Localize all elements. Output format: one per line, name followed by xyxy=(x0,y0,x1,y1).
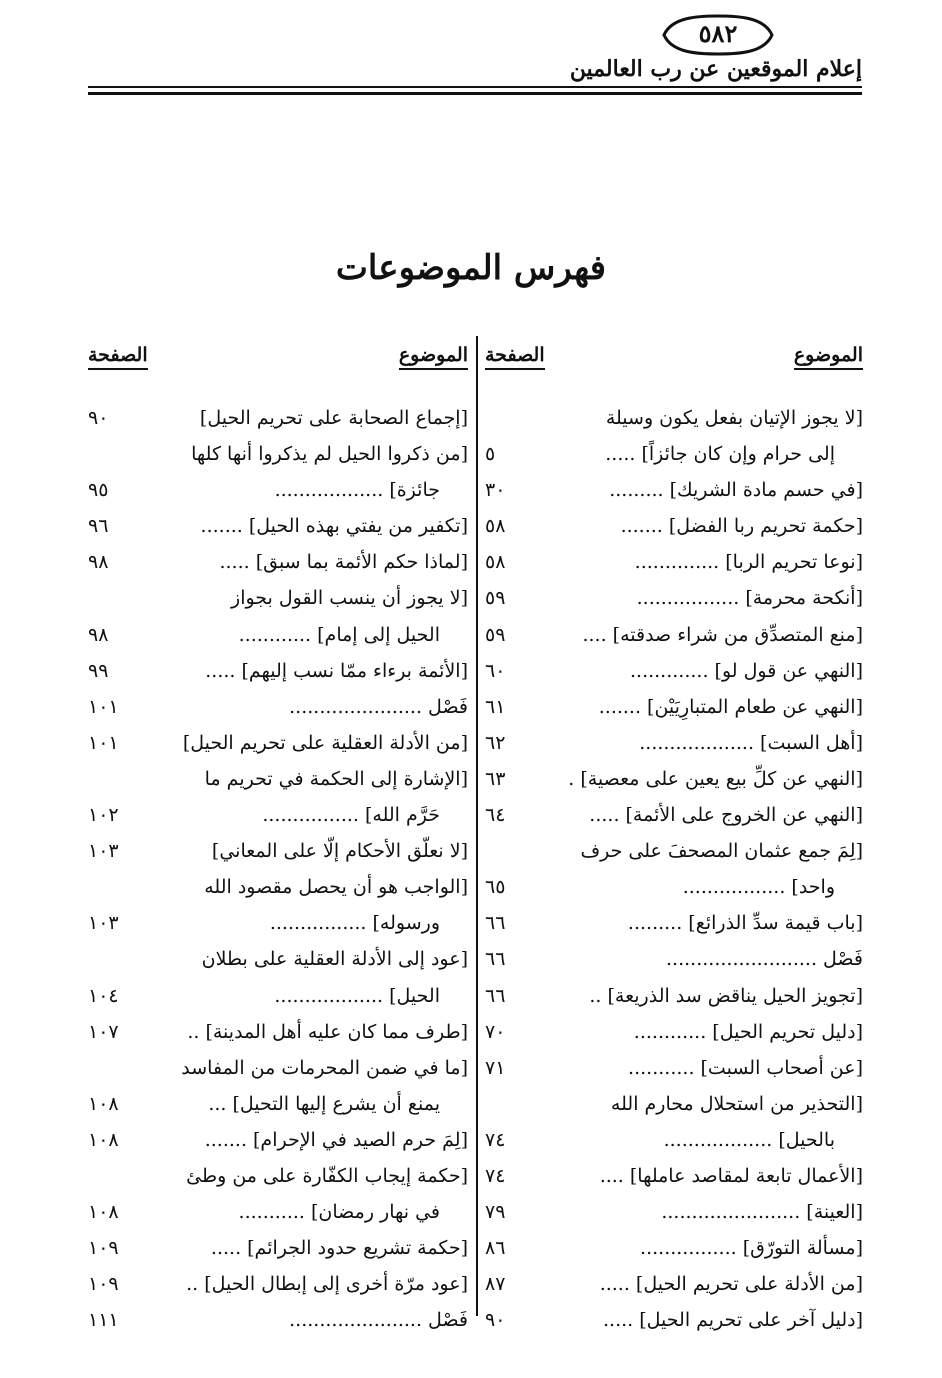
index-entry xyxy=(88,941,468,977)
index-entry xyxy=(88,1158,468,1194)
entry-title: [من ذكروا الحيل لم يذكروا أنها كلها xyxy=(191,443,468,466)
entry-page-number: ٩٥ xyxy=(88,479,109,502)
index-entry xyxy=(88,508,468,544)
entry-title: [حكمة إيجاب الكفّارة على من وطئ xyxy=(186,1164,468,1187)
entry-title: جائزة] .................. xyxy=(274,479,440,502)
entry-title: [الإشارة إلى الحكمة في تحريم ما xyxy=(204,767,468,790)
entry-title: فَصْل ...................... xyxy=(289,695,468,718)
entry-title: [النهي عن قول لو] ............. xyxy=(629,659,863,682)
page-title: فهرس الموضوعات xyxy=(335,248,607,288)
entry-title: [الأعمال تابعة لمقاصد عاملها] .... xyxy=(599,1164,863,1187)
index-entry xyxy=(88,1266,468,1302)
index-entry xyxy=(485,400,863,436)
entry-page-number: ٩٠ xyxy=(485,1309,506,1332)
index-entry xyxy=(88,761,468,797)
entry-title: واحد] ................. xyxy=(682,876,835,899)
entry-page-number: ٧٤ xyxy=(485,1128,506,1151)
entry-title: [عن أصحاب السبت] ........... xyxy=(628,1056,863,1079)
entry-title: الحيل] .................. xyxy=(274,984,440,1007)
entry-page-number: ٦٦ xyxy=(485,948,506,971)
index-entry xyxy=(485,508,863,544)
entry-page-number: ٨٦ xyxy=(485,1237,506,1260)
index-entry xyxy=(88,689,468,725)
index-entry xyxy=(485,653,863,689)
entry-title: [العينة] ....................... xyxy=(661,1201,863,1224)
page-header: الصفحة xyxy=(485,344,545,370)
entry-page-number: ٦٦ xyxy=(485,984,506,1007)
index-entry xyxy=(485,1230,863,1266)
entry-page-number: ٨٧ xyxy=(485,1273,506,1296)
entry-page-number: ١٠٩ xyxy=(88,1237,119,1260)
index-entry xyxy=(88,1122,468,1158)
index-entry xyxy=(485,1266,863,1302)
entry-title: [النهي عن الخروج على الأئمة] ..... xyxy=(589,804,863,827)
entry-title: [لا يجوز الإتيان بفعل يكون وسيلة xyxy=(605,407,863,429)
entry-page-number: ١٠٣ xyxy=(88,840,119,863)
entry-title: إلى حرام وإن كان جائزاً] ..... xyxy=(605,443,835,466)
entry-title: [طرف مما كان عليه أهل المدينة] .. xyxy=(187,1020,468,1043)
entry-page-number: ٥ xyxy=(485,443,496,466)
entry-page-number: ١٠٣ xyxy=(88,912,119,935)
index-entry xyxy=(88,400,468,436)
entry-page-number: ٦٣ xyxy=(485,767,506,790)
entry-page-number: ٩٨ xyxy=(88,551,109,574)
index-entry xyxy=(88,472,468,508)
index-entry xyxy=(485,1086,863,1122)
entry-title: حَرَّم الله] ................ xyxy=(262,804,440,827)
entry-title: [الأئمة برءاء ممّا نسب إليهم] ..... xyxy=(205,659,468,682)
entry-page-number: ٧٠ xyxy=(485,1020,506,1043)
entry-title: [منع المتصدِّق من شراء صدقته] .... xyxy=(582,623,863,646)
entry-page-number: ٦٠ xyxy=(485,659,506,682)
page-header: الصفحة xyxy=(88,344,148,370)
entry-page-number: ٩٨ xyxy=(88,623,109,646)
entry-page-number: ١٠٢ xyxy=(88,804,119,827)
header-rule xyxy=(88,86,862,88)
entry-page-number: ٥٩ xyxy=(485,587,506,610)
entry-title: [تكفير من يفتي بهذه الحيل] ....... xyxy=(200,515,468,538)
entry-page-number: ١٠١ xyxy=(88,695,119,718)
index-entry xyxy=(485,544,863,580)
entry-title: [إجماع الصحابة على تحريم الحيل] xyxy=(199,407,468,429)
index-entry xyxy=(485,580,863,616)
index-entry xyxy=(88,1050,468,1086)
index-entry xyxy=(485,1194,863,1230)
entry-page-number: ٩٩ xyxy=(88,659,109,682)
entry-title: [من الأدلة العقلية على تحريم الحيل] xyxy=(182,731,468,754)
index-entry xyxy=(485,1050,863,1086)
index-entry xyxy=(485,436,863,472)
entry-page-number: ٦٤ xyxy=(485,804,506,827)
index-column-right xyxy=(485,340,863,1330)
entry-title: ورسوله] ................ xyxy=(269,912,440,935)
entry-title: فَصْل ......................... xyxy=(666,948,863,971)
entry-list xyxy=(485,400,863,1338)
topic-header: الموضوع xyxy=(794,344,863,370)
index-entry xyxy=(485,1302,863,1338)
entry-title: بالحيل] .................. xyxy=(663,1128,835,1151)
entry-title: [التحذير من استحلال محارم الله xyxy=(610,1092,863,1115)
page-number-badge xyxy=(658,13,778,57)
entry-page-number: ٦٦ xyxy=(485,912,506,935)
entry-title: [أنكحة محرمة] ................. xyxy=(636,587,863,610)
entry-page-number: ١٠٨ xyxy=(88,1201,119,1224)
topic-header: الموضوع xyxy=(399,344,468,370)
entry-page-number: ٥٩ xyxy=(485,623,506,646)
index-entry xyxy=(485,472,863,508)
index-entry xyxy=(88,905,468,941)
column-header xyxy=(88,340,468,374)
entry-title: [دليل تحريم الحيل] ............ xyxy=(633,1020,863,1043)
entry-title: [نوعا تحريم الربا] .............. xyxy=(634,551,863,574)
index-entry xyxy=(88,617,468,653)
entry-title: [لِمَ جمع عثمان المصحفَ على حرف xyxy=(580,840,863,863)
entry-title: [حكمة تشريع حدود الجرائم] ..... xyxy=(210,1237,468,1260)
index-entry xyxy=(88,833,468,869)
entry-page-number: ٦٢ xyxy=(485,731,506,754)
entry-page-number: ٦٥ xyxy=(485,876,506,899)
index-entry xyxy=(485,1158,863,1194)
index-column-left xyxy=(88,340,468,1330)
index-entry xyxy=(485,1122,863,1158)
entry-page-number: ٦١ xyxy=(485,695,506,718)
entry-title: [لماذا حكم الأئمة بما سبق] ..... xyxy=(219,551,468,574)
entry-page-number: ٧٤ xyxy=(485,1164,506,1187)
index-entry xyxy=(485,941,863,977)
column-divider xyxy=(476,336,478,1316)
index-entry xyxy=(88,1302,468,1338)
column-header xyxy=(485,340,863,374)
entry-page-number: ٧١ xyxy=(485,1056,506,1079)
entry-title: [باب قيمة سدِّ الذرائع] ......... xyxy=(627,912,863,935)
entry-page-number: ٥٨ xyxy=(485,551,506,574)
entry-title: [حكمة تحريم ربا الفضل] ....... xyxy=(620,515,863,538)
entry-title: [دليل آخر على تحريم الحيل] ..... xyxy=(603,1309,863,1332)
entry-title: [الواجب هو أن يحصل مقصود الله xyxy=(204,876,468,899)
entry-title: فَصْل ...................... xyxy=(289,1309,468,1332)
index-entry xyxy=(485,725,863,761)
index-entry xyxy=(88,1194,468,1230)
entry-page-number: ١١١ xyxy=(88,1309,119,1332)
index-entry xyxy=(485,869,863,905)
entry-list xyxy=(88,400,468,1338)
index-entry xyxy=(485,761,863,797)
entry-page-number: ١٠٨ xyxy=(88,1092,119,1115)
entry-page-number: ١٠٨ xyxy=(88,1128,119,1151)
entry-page-number: ١٠٧ xyxy=(88,1020,119,1043)
index-entry xyxy=(485,1014,863,1050)
index-entry xyxy=(485,797,863,833)
header-rule-double xyxy=(88,92,862,95)
index-entry xyxy=(88,653,468,689)
entry-title: [تجويز الحيل يناقض سد الذريعة] .. xyxy=(589,984,863,1007)
index-entry xyxy=(485,978,863,1014)
index-entry xyxy=(485,905,863,941)
entry-title: [لِمَ حرم الصيد في الإحرام] ....... xyxy=(204,1128,468,1151)
entry-page-number: ٥٨ xyxy=(485,515,506,538)
page-number: ٥٨٢ xyxy=(698,19,738,48)
entry-title: [لا يجوز أن ينسب القول بجواز xyxy=(231,587,468,610)
entry-title: [في حسم مادة الشريك] ......... xyxy=(609,479,863,502)
entry-title: [النهي عن طعام المتبارِيَيْن] ....... xyxy=(598,695,863,718)
entry-page-number: ٩٦ xyxy=(88,515,109,538)
entry-title: [عود مرّة أخرى إلى إبطال الحيل] .. xyxy=(186,1273,468,1296)
entry-title: يمنع أن يشرع إليها التحيل] ... xyxy=(208,1092,440,1115)
entry-title: [مسألة التورّق] ................ xyxy=(640,1237,863,1260)
index-entry xyxy=(485,833,863,869)
entry-title: [من الأدلة على تحريم الحيل] ..... xyxy=(599,1273,863,1296)
index-entry xyxy=(88,580,468,616)
entry-page-number: ١٠١ xyxy=(88,731,119,754)
book-title: إعلام الموقعين عن رب العالمين xyxy=(569,56,862,82)
index-entry xyxy=(88,869,468,905)
entry-page-number: ٣٠ xyxy=(485,479,506,502)
entry-page-number: ٩٠ xyxy=(88,407,109,429)
index-entry xyxy=(88,1014,468,1050)
entry-page-number: ٧٩ xyxy=(485,1201,506,1224)
entry-title: [النهي عن كلِّ بيع يعين على معصية] . xyxy=(568,767,863,790)
entry-title: في نهار رمضان] ........... xyxy=(238,1201,440,1224)
entry-title: [عود إلى الأدلة العقلية على بطلان xyxy=(201,948,468,971)
index-entry xyxy=(485,617,863,653)
index-entry xyxy=(88,544,468,580)
index-entry xyxy=(88,1230,468,1266)
entry-page-number: ١٠٩ xyxy=(88,1273,119,1296)
index-entry xyxy=(88,1086,468,1122)
entry-title: [ما في ضمن المحرمات من المفاسد xyxy=(181,1056,468,1079)
index-entry xyxy=(485,689,863,725)
index-entry xyxy=(88,436,468,472)
index-entry xyxy=(88,725,468,761)
entry-title: [أهل السبت] ................... xyxy=(639,731,863,754)
entry-title: الحيل إلى إمام] ............ xyxy=(238,623,440,646)
index-entry xyxy=(88,978,468,1014)
index-entry xyxy=(88,797,468,833)
entry-title: [لا نعلّق الأحكام إلّا على المعاني] xyxy=(211,840,468,863)
entry-page-number: ١٠٤ xyxy=(88,984,119,1007)
